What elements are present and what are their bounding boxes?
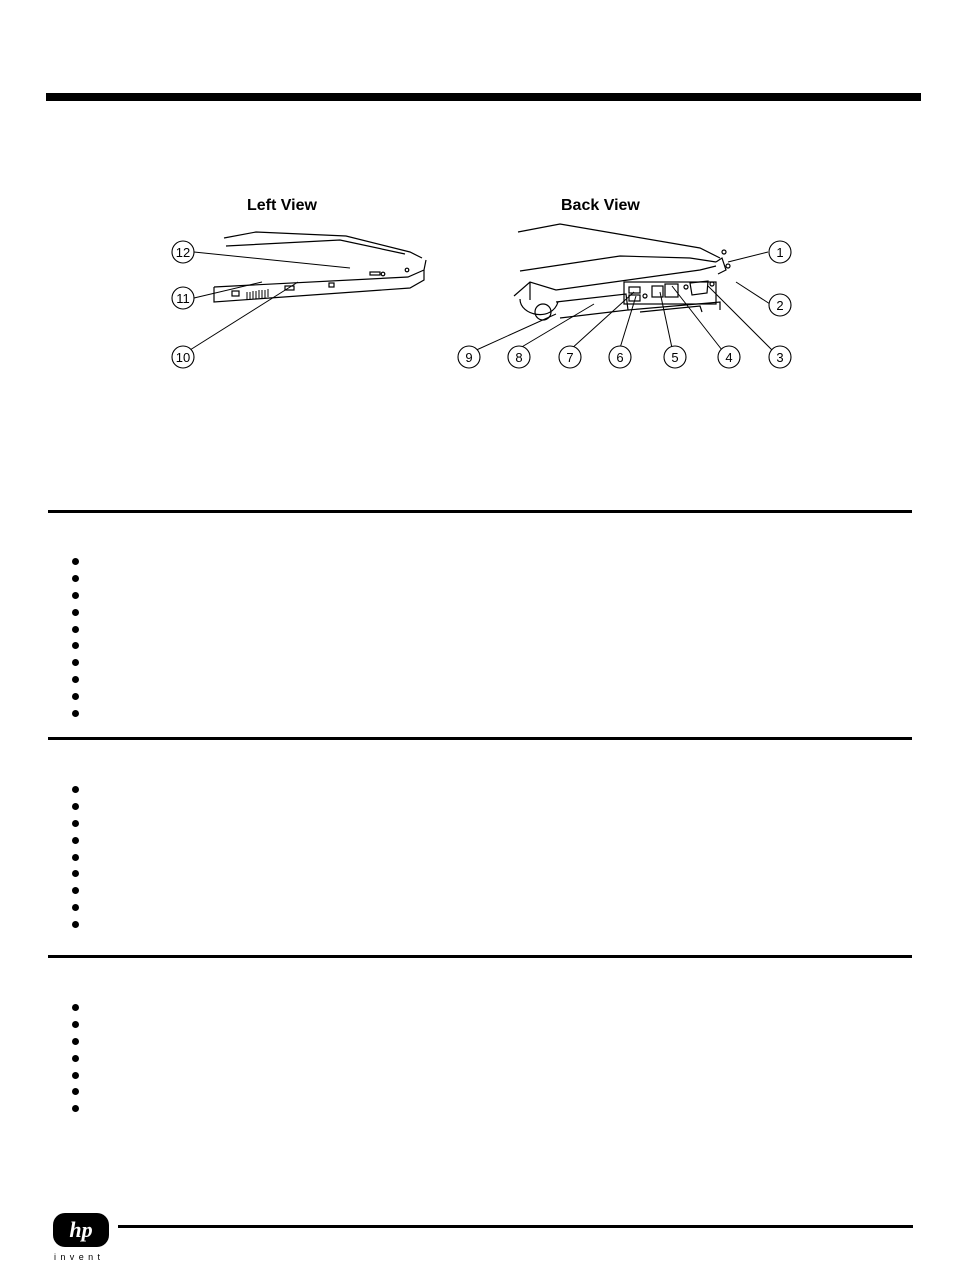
list-item [72, 609, 79, 616]
list-item [72, 904, 79, 911]
list-item [72, 1055, 79, 1062]
list-item [72, 676, 79, 683]
left-view-title: Left View [247, 197, 317, 214]
logo-wordmark: invent [54, 1252, 105, 1262]
callout-label: 7 [566, 350, 574, 365]
list-item [72, 1004, 79, 1011]
callout-label: 5 [671, 350, 679, 365]
list-item [72, 626, 79, 633]
list-item [72, 820, 79, 827]
product-illustration [0, 0, 954, 420]
list-item [72, 1105, 79, 1112]
bullet-list-2 [72, 786, 79, 938]
list-item [72, 710, 79, 717]
footer-rule [118, 1225, 913, 1228]
callout-label: 10 [175, 350, 191, 365]
hp-logo-icon [52, 1212, 110, 1248]
list-item [72, 786, 79, 793]
list-item [72, 558, 79, 565]
left-view-callouts [172, 241, 194, 368]
back-view-title: Back View [561, 197, 640, 214]
callout-label: 1 [776, 245, 784, 260]
list-item [72, 693, 79, 700]
list-item [72, 642, 79, 649]
list-item [72, 837, 79, 844]
list-item [72, 1038, 79, 1045]
list-item [72, 870, 79, 877]
section-divider-3 [48, 955, 912, 958]
list-item [72, 1021, 79, 1028]
callout-label: 9 [465, 350, 473, 365]
list-item [72, 887, 79, 894]
bullet-list-1 [72, 558, 79, 727]
list-item [72, 1072, 79, 1079]
list-item [72, 575, 79, 582]
list-item [72, 659, 79, 666]
back-leader-lines [472, 252, 774, 352]
callout-label: 3 [776, 350, 784, 365]
left-view-drawing [214, 232, 426, 302]
bullet-list-3 [72, 1004, 79, 1122]
list-item [72, 1088, 79, 1095]
callout-label: 6 [616, 350, 624, 365]
list-item [72, 921, 79, 928]
list-item [72, 803, 79, 810]
callout-label: 11 [176, 291, 190, 306]
callout-label: 8 [515, 350, 523, 365]
back-view-drawing [514, 224, 730, 320]
section-divider-2 [48, 737, 912, 740]
list-item [72, 592, 79, 599]
svg-text:hp: hp [69, 1217, 93, 1242]
callout-label: 12 [175, 245, 191, 260]
list-item [72, 854, 79, 861]
callout-label: 4 [725, 350, 733, 365]
callout-label: 2 [776, 298, 784, 313]
section-divider-1 [48, 510, 912, 513]
